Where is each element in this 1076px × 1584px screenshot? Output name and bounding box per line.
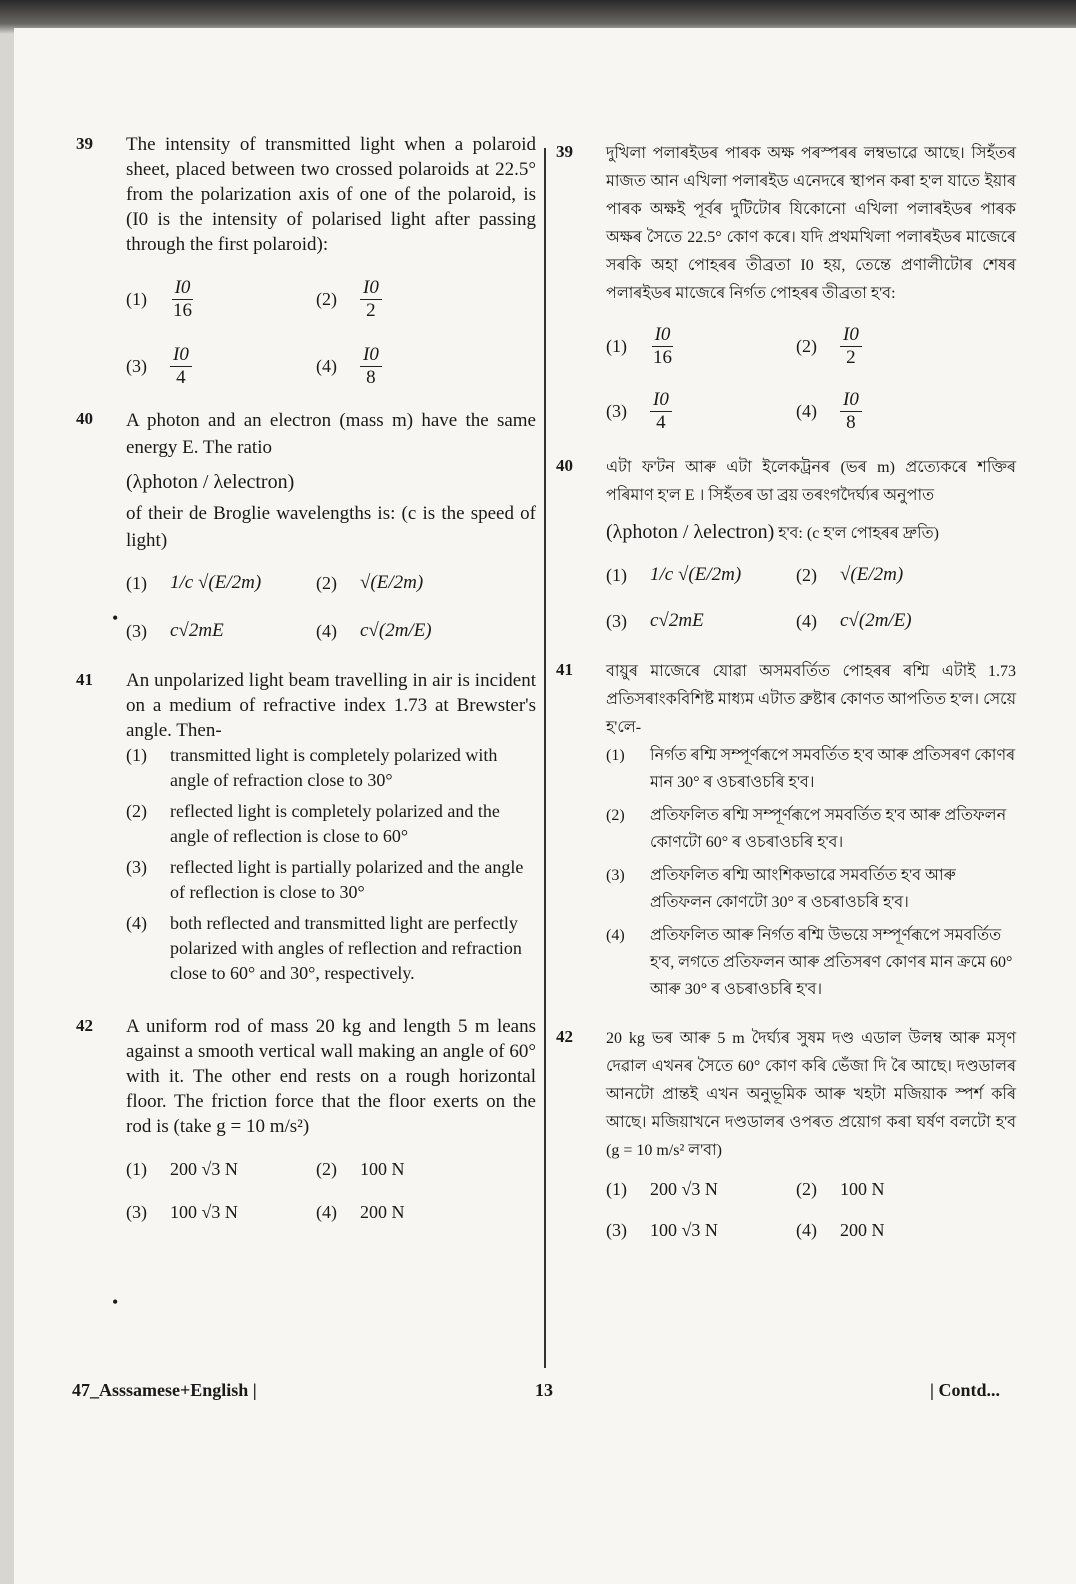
english-column: [76, 132, 536, 1245]
options: [126, 1159, 536, 1223]
options: [606, 742, 1016, 1003]
wavelength-ratio: (λphoton / λelectron): [606, 521, 775, 543]
option-2[interactable]: (2) 100 N: [796, 1179, 885, 1199]
footer-left: 47_Asssamese+English |: [72, 1380, 257, 1400]
options: [606, 1179, 1016, 1241]
option-3[interactable]: (3) 100 √3 N: [606, 1220, 718, 1240]
question-39-en: [76, 132, 536, 389]
question-text: A uniform rod of mass 20 kg and length 5 m leans against a smooth vertical wall making an angle of 60° with it. The other end rests on a rough horizontal floor. The friction force that the floor exerts on the rod is (take g = 10 m/s²): [126, 1016, 536, 1137]
option-3[interactable]: (3) $\frac{I0}{4}$: [606, 389, 796, 434]
question-text: An unpolarized light beam travelling in air is incident on a medium of refractive index 1.73 at Brewster's angle. Then-: [126, 670, 536, 741]
question-number: 42: [556, 1027, 573, 1046]
question-number: 40: [76, 409, 93, 428]
option-3[interactable]: (3) reflected light is partially polarized and the angle of reflection is close to 30°: [126, 857, 524, 902]
question-text: বায়ুৰ মাজেৰে যোৱা অসমবৰ্তিত পোহৰৰ ৰশ্মি এটাই 1.73 প্ৰতিসৰাংকবিশিষ্ট মাধ্যম এটাত ব্ৰুষ্টাৰ কোণত আপতিত হ'ল। সেয়ে হ'লে-: [606, 663, 1016, 736]
options: [606, 564, 1016, 632]
question-text: দুখিলা পলাৰইডৰ পাৰক অক্ষ পৰস্পৰৰ লম্বভাৱে আছে। সিহঁতৰ মাজত আন এখিলা পলাৰইড এনেদৰে স্থাপন কৰা হ'ল যাতে ইয়াৰ পাৰক অক্ষই পূৰ্বৰ দুটিটোৰ যিকোনো এখিলা পলাৰইডৰ পাৰক অক্ষৰ সৈতে 22.5° কোণ কৰে। যদি প্ৰথমখিলা পলাৰইডৰ মাজেৰে সৰকি অহা পোহৰৰ তীব্ৰতা I0 হয়, তেন্তে প্ৰণালীটোৰ শেষৰ পলাৰইডৰ মাজেৰে নিৰ্গত পোহৰৰ তীব্ৰতা হ'ব:: [606, 145, 1016, 302]
pen-tick-mark: •: [112, 608, 119, 628]
option-3[interactable]: (3) প্ৰতিফলিত ৰশ্মি আংশিকভাৱে সমবৰ্তিত হ'ব আৰু প্ৰতিফলন কোণটো 30° ৰ ওচৰাওচৰি হ'ব।: [606, 867, 956, 911]
option-3[interactable]: (3) $\frac{I0}{4}$: [126, 344, 316, 389]
option-4[interactable]: (4) both reflected and transmitted light are perfectly polarized with angles of reflection and refraction close to 60° and 30°, respectively.: [126, 913, 522, 983]
footer-right: | Contd...: [930, 1380, 1000, 1400]
option-2[interactable]: (2) $\frac{I0}{2}$: [316, 277, 506, 322]
wavelength-ratio: (λphoton / λelectron): [126, 471, 295, 493]
option-2[interactable]: (2) 100 N: [316, 1159, 405, 1179]
column-divider: [544, 148, 546, 1368]
question-41-as: [556, 658, 1016, 1003]
option-1[interactable]: (1) নিৰ্গত ৰশ্মি সম্পূৰ্ণৰূপে সমবৰ্তিত হ'ব আৰু প্ৰতিসৰণ কোণৰ মান 30° ৰ ওচৰাওচৰি হ'ব।: [606, 747, 1016, 791]
option-2[interactable]: (2) $\frac{I0}{2}$: [796, 324, 986, 369]
option-4[interactable]: (4) 200 N: [796, 1220, 885, 1240]
options: [126, 277, 536, 389]
question-text: এটা ফ'টন আৰু এটা ইলেকট্ৰনৰ (ভৰ m) প্ৰত্যেকৰে শক্তিৰ পৰিমাণ হ'ল E । সিহঁতৰ ডা ব্ৰয় তৰংগদৈৰ্ঘ্যৰ অনুপাত (λphoton / λelectron) হ'ব: (c হ'ল পোহৰৰ দ্ৰুতি): [606, 459, 1016, 543]
option-4[interactable]: (4) c√(2m/E): [316, 620, 432, 641]
option-4[interactable]: (4) $\frac{I0}{8}$: [316, 344, 506, 389]
page-number: 13: [535, 1380, 553, 1400]
options: [606, 324, 1016, 434]
option-1[interactable]: (1) $\frac{I0}{16}$: [126, 277, 192, 321]
options: [126, 572, 536, 642]
option-3[interactable]: (3) c√2mE: [606, 610, 704, 631]
question-42-as: [556, 1025, 1016, 1241]
option-4[interactable]: (4) প্ৰতিফলিত আৰু নিৰ্গত ৰশ্মি উভয়ে সম্পূৰ্ণৰূপে সমবৰ্তিত হ'ব, লগতে প্ৰতিফলন আৰু প্ৰতিসৰণ কোণৰ মান ক্ৰমে 60° আৰু 30° ৰ ওচৰাওচৰি হ'ব।: [606, 927, 1013, 998]
option-2[interactable]: (2) √(E/2m): [316, 572, 424, 593]
pen-tick-mark: •: [112, 1292, 119, 1312]
option-1[interactable]: (1) 1/c √(E/2m): [606, 564, 742, 585]
question-number: 40: [556, 456, 573, 475]
question-42-en: [76, 1014, 536, 1223]
option-2[interactable]: (2) √(E/2m): [796, 564, 904, 585]
option-1[interactable]: (1) 1/c √(E/2m): [126, 572, 262, 593]
option-1[interactable]: (1) 200 √3 N: [126, 1159, 238, 1179]
option-3[interactable]: (3) c√2mE: [126, 620, 224, 641]
option-1[interactable]: (1) transmitted light is completely polarized with angle of refraction close to 30°: [126, 745, 498, 790]
question-40-en: [76, 407, 536, 642]
question-number: 39: [556, 142, 573, 161]
question-number: 39: [76, 134, 93, 153]
option-1[interactable]: (1) 200 √3 N: [606, 1179, 718, 1199]
question-text: A photon and an electron (mass m) have the same energy E. The ratio (λphoton / λelectron) of their de Broglie wavelengths is: (c is the speed of light): [126, 410, 536, 551]
option-2[interactable]: (2) প্ৰতিফলিত ৰশ্মি সম্পূৰ্ণৰূপে সমবৰ্তিত হ'ব আৰু প্ৰতিফলন কোণটো 60° ৰ ওচৰাওচৰি হ'ব।: [606, 807, 1007, 851]
question-text: The intensity of transmitted light when a polaroid sheet, placed between two crossed polaroids at 22.5° from the polarization axis of one of the polaroid, is (I0 is the intensity of polarised light after passing through the first polaroid):: [126, 134, 536, 255]
question-40-as: [556, 454, 1016, 632]
option-4[interactable]: (4) c√(2m/E): [796, 610, 912, 631]
option-4[interactable]: (4) $\frac{I0}{8}$: [796, 389, 986, 434]
option-4[interactable]: (4) 200 N: [316, 1202, 405, 1222]
question-number: 41: [556, 660, 573, 679]
option-1[interactable]: (1) $\frac{I0}{16}$: [606, 324, 672, 368]
option-3[interactable]: (3) 100 √3 N: [126, 1202, 238, 1222]
option-2[interactable]: (2) reflected light is completely polarized and the angle of reflection is close to 60°: [126, 801, 500, 846]
question-number: 42: [76, 1016, 93, 1035]
options: [126, 743, 536, 986]
assamese-column: [556, 140, 1016, 1263]
question-text: 20 kg ভৰ আৰু 5 m দৈৰ্ঘ্যৰ সুষম দণ্ড এডাল উলম্ব আৰু মসৃণ দেৱাল এখনৰ সৈতে 60° কোণ কৰি ভেঁজা দি ৰৈ আছে। দণ্ডডালৰ আনটো প্ৰান্তই এখন অনুভূমিক আৰু খহটা মজিয়াক স্পৰ্শ কৰি আছে। মজিয়াখনে দণ্ডডালৰ ওপৰত প্ৰয়োগ কৰা ঘৰ্ষণ বলটো হ'ব (g = 10 m/s² ল'বা): [606, 1030, 1016, 1159]
question-39-as: [556, 140, 1016, 434]
question-41-en: [76, 668, 536, 986]
question-number: 41: [76, 670, 93, 689]
